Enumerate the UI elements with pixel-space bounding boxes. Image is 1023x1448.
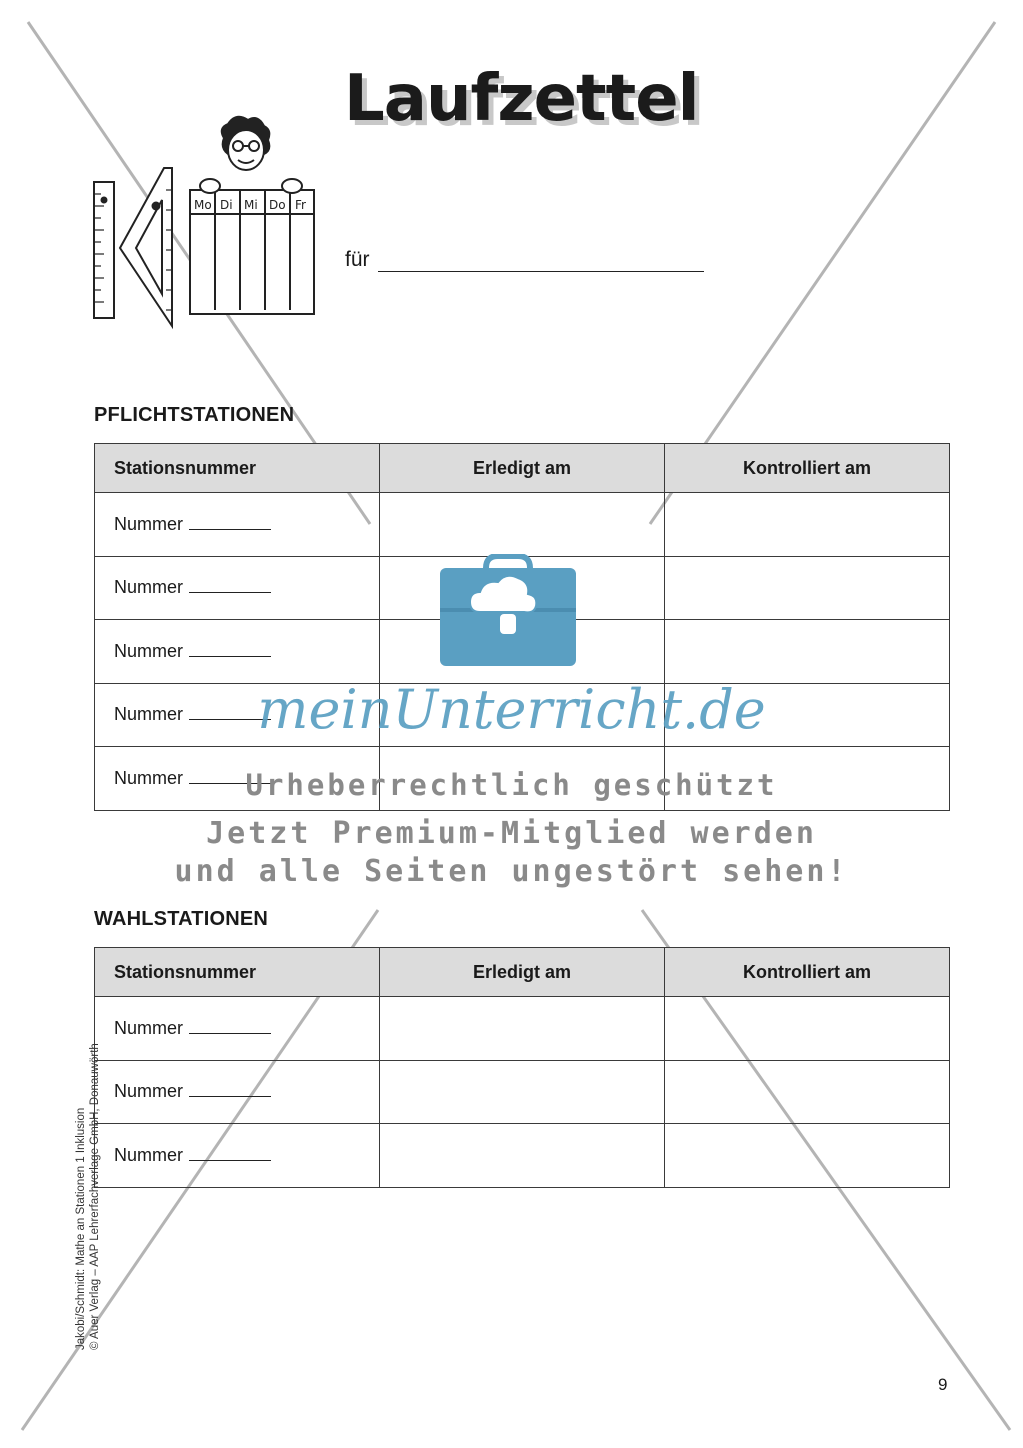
kontrolliert-cell[interactable]	[665, 620, 950, 684]
table-row	[95, 493, 950, 557]
number-blank[interactable]	[189, 1020, 271, 1034]
kontrolliert-cell[interactable]	[665, 1124, 950, 1188]
col-kontrolliert-am: Kontrolliert am	[665, 948, 950, 997]
kontrolliert-cell[interactable]	[665, 493, 950, 557]
page-number: 9	[938, 1375, 948, 1394]
nummer-label: Nummer	[114, 1081, 184, 1102]
nummer-label: Nummer	[114, 704, 184, 725]
wahl-table	[94, 947, 950, 1188]
col-erledigt-am: Erledigt am	[380, 444, 665, 493]
table-row	[95, 1124, 950, 1188]
table-header-row	[95, 948, 950, 997]
table-row	[95, 1060, 950, 1124]
erledigt-cell[interactable]	[380, 493, 665, 557]
number-blank[interactable]	[189, 643, 271, 657]
table-header-row	[95, 444, 950, 493]
pflicht-heading: PFLICHTSTATIONEN	[94, 404, 295, 426]
station-number-cell[interactable]	[95, 493, 380, 557]
fuer-label: für	[345, 248, 370, 271]
schedule-day-label: Do	[269, 198, 286, 212]
erledigt-cell[interactable]	[380, 1124, 665, 1188]
watermark-line-2: Jetzt Premium-Mitglied werden	[206, 816, 817, 851]
nummer-label: Nummer	[114, 1017, 184, 1038]
credit-line-1: Jakobi/Schmidt: Mathe an Stationen 1 Inklusion	[75, 1107, 87, 1350]
watermark-line-1: Urheberrechtlich geschützt	[245, 768, 778, 802]
watermark-line-3: und alle Seiten ungestört sehen!	[174, 854, 849, 889]
station-number-cell[interactable]	[95, 997, 380, 1061]
erledigt-cell[interactable]	[380, 997, 665, 1061]
station-number-cell[interactable]	[95, 1124, 380, 1188]
number-blank[interactable]	[189, 579, 271, 593]
schedule-day-label: Di	[220, 198, 233, 212]
col-stationsnummer: Stationsnummer	[95, 948, 380, 997]
table-row	[95, 997, 950, 1061]
watermark-brand: meinUnterricht.de	[257, 678, 766, 741]
number-blank[interactable]	[189, 516, 271, 530]
col-stationsnummer: Stationsnummer	[95, 444, 380, 493]
nummer-label: Nummer	[114, 1144, 184, 1165]
station-number-cell[interactable]	[95, 1060, 380, 1124]
credit-line-2: © Auer Verlag – AAP Lehrerfachverlage GmbH, Donauwörth	[89, 1043, 101, 1350]
illustration	[86, 110, 326, 330]
nummer-label: Nummer	[114, 767, 184, 788]
briefcase-cloud-icon	[438, 554, 578, 668]
nummer-label: Nummer	[114, 577, 184, 598]
nummer-label: Nummer	[114, 640, 184, 661]
name-blank[interactable]	[378, 250, 704, 272]
schedule-day-label: Fr	[295, 198, 306, 212]
station-number-cell[interactable]	[95, 620, 380, 684]
kontrolliert-cell[interactable]	[665, 1060, 950, 1124]
number-blank[interactable]	[189, 1147, 271, 1161]
col-erledigt-am: Erledigt am	[380, 948, 665, 997]
erledigt-cell[interactable]	[380, 1060, 665, 1124]
boy-with-schedule-icon	[190, 117, 314, 314]
col-kontrolliert-am: Kontrolliert am	[665, 444, 950, 493]
ruler-icon	[94, 182, 114, 318]
station-number-cell[interactable]	[95, 556, 380, 620]
kontrolliert-cell[interactable]	[665, 997, 950, 1061]
wahl-heading: WAHLSTATIONEN	[94, 908, 269, 930]
page-title: Laufzettel	[344, 62, 699, 136]
kontrolliert-cell[interactable]	[665, 556, 950, 620]
schedule-day-label: Mo	[194, 198, 212, 212]
set-square-icon	[120, 168, 172, 326]
nummer-label: Nummer	[114, 513, 184, 534]
copyright-credit	[74, 1043, 102, 1350]
number-blank[interactable]	[189, 1083, 271, 1097]
schedule-day-label: Mi	[244, 198, 258, 212]
name-line	[345, 248, 704, 272]
